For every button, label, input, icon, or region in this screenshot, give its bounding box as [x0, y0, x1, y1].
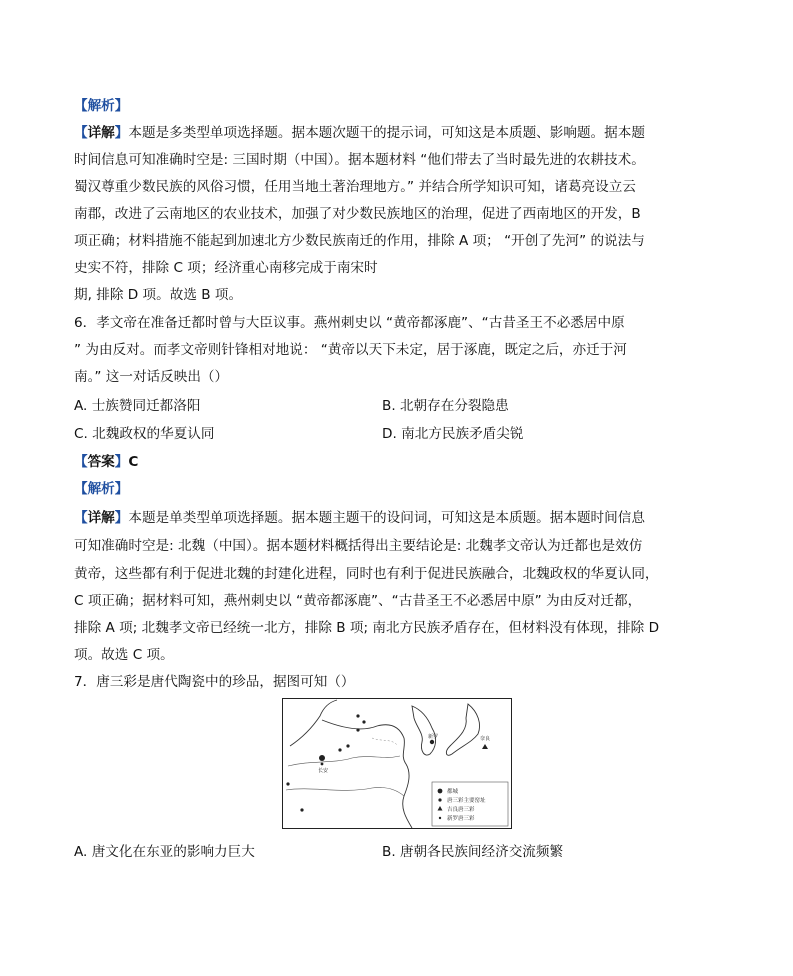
q5-analysis-line-1: 【详解】本题是多类型单项选择题。据本题次题干的提示词，可知这是本质题、影响题。据本题: [74, 125, 645, 141]
kiln-site: [356, 714, 359, 717]
q6-option-a: A. 士族赞同迁都洛阳: [74, 398, 201, 414]
q6-stem-line-1: 6．孝文帝在准备迁都时曾与大臣议事。燕州刺史以 “黄帝都涿鹿”、“古昔圣王不必悉居中原: [74, 315, 625, 331]
q6-analysis-heading: 【解析】: [74, 481, 129, 497]
q6-option-d: D. 南北方民族矛盾尖锐: [382, 426, 524, 442]
q6-analysis-line-5: 排除 A 项; 北魏孝文帝已经统一北方，排除 B 项; 南北方民族矛盾存在，但材料没有体现，排除 D: [74, 620, 660, 636]
legend-kiln: 唐三彩主要窑址: [447, 798, 486, 804]
q6-option-b: B. 北朝存在分裂隐患: [382, 398, 509, 414]
q6-stem-line-2: ” 为由反对。而孝文帝则针锋相对地说： “黄帝以天下未定，居于涿鹿，既定之后，亦迁于河: [74, 342, 627, 358]
q7-option-b: B. 唐朝各民族间经济交流频繁: [382, 844, 564, 860]
kiln-site: [356, 728, 359, 731]
q6-analysis-line-3: 黄帝，这些都有利于促进北魏的封建化进程，同时也有利于促进民族融合，北魏政权的华夏认同，: [74, 566, 659, 582]
legend-kiln-icon: [438, 798, 441, 801]
q6-analysis-line-4: C 项正确；据材料可知，燕州刺史以 “黄帝都涿鹿”、“古昔圣王不必悉居中原” 为由反对迁都，: [74, 593, 642, 609]
chang-an-label: 长安: [318, 768, 329, 774]
q5-analysis-line-7: 期, 排除 D 项。故选 B 项。: [74, 287, 243, 303]
q6-option-c: C. 北魏政权的华夏认同: [74, 426, 215, 442]
q7-option-a: A. 唐文化在东亚的影响力巨大: [74, 844, 255, 860]
q5-analysis-line-2: 时间信息可知准确时空是: 三国时期（中国）。据本题材料 “他们带去了当时最先进的农耕技术。: [74, 152, 645, 168]
q6-answer: 【答案】C: [74, 454, 139, 470]
legend-capital-icon: [438, 789, 443, 794]
q6-stem-line-3: 南。” 这一对话反映出（）: [74, 369, 229, 385]
kiln-site: [346, 744, 349, 747]
q6-analysis-line-1: 【详解】本题是单类型单项选择题。据本题主题干的设问词，可知这是本质题。据本题时间信息: [74, 510, 645, 526]
nara-label: 奈良: [480, 736, 491, 742]
tang-sancai-map: [282, 698, 512, 829]
kiln-site: [286, 782, 289, 785]
legend-japan-sancai: 吉良唐三彩: [447, 807, 475, 813]
q5-analysis-line-5: 项正确；材料措施不能起到加速北方少数民族南迁的作用，排除 A 项； “开创了先河” 的说法与: [74, 233, 645, 249]
q6-analysis-line-6: 项。故选 C 项。: [74, 647, 174, 663]
kiln-site: [321, 763, 324, 766]
kiln-site: [300, 808, 303, 811]
legend-silla-icon: [439, 817, 441, 819]
q5-analysis-line-3: 蜀汉尊重少数民族的风俗习惯，任用当地土著治理地方。” 并结合所学知识可知，诸葛亮设立云: [74, 179, 636, 195]
q5-analysis-line-4: 南郡，改进了云南地区的农业技术，加强了对少数民族地区的治理，促进了西南地区的开发，B: [74, 206, 641, 222]
kiln-site: [338, 748, 341, 751]
legend-capital: 都城: [447, 789, 459, 795]
capital-marker: [319, 755, 325, 761]
q7-stem: 7．唐三彩是唐代陶瓷中的珍品，据图可知（）: [74, 674, 355, 690]
kiln-site: [362, 720, 365, 723]
analysis-heading-q5: 【解析】: [74, 98, 129, 114]
legend-silla-sancai: 新罗唐三彩: [447, 816, 475, 822]
q6-analysis-line-2: 可知准确时空是: 北魏（中国）。据本题材料概括得出主要结论是: 北魏孝文帝认为迁都也是效仿: [74, 538, 643, 554]
silla-marker: [430, 740, 434, 744]
silla-label: 新罗: [428, 734, 439, 740]
q5-analysis-line-6: 史实不符，排除 C 项；经济重心南移完成于南宋时: [74, 260, 378, 276]
